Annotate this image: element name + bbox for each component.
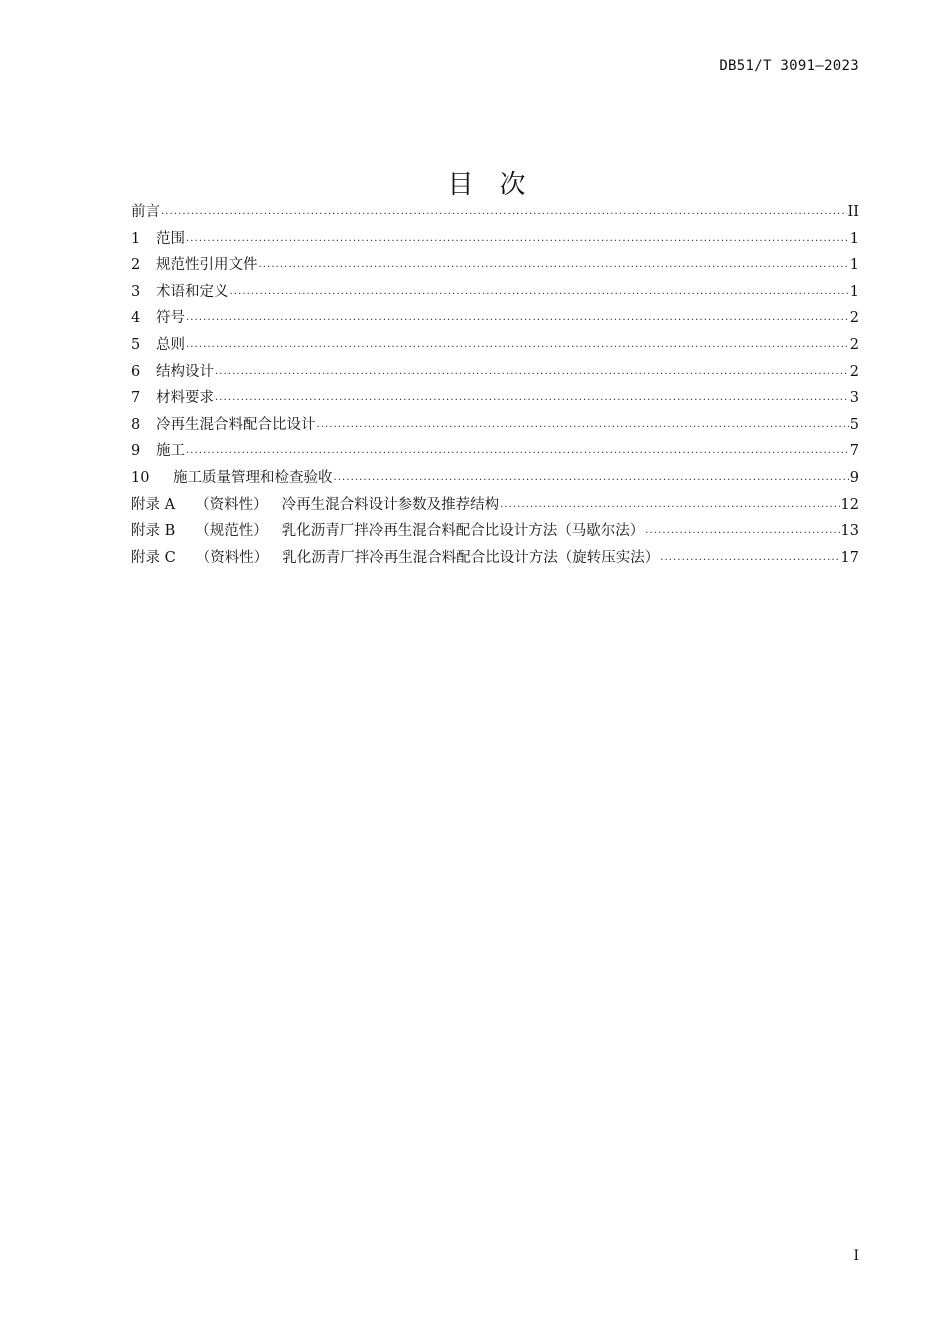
toc-entry-label: 前言 [131, 204, 160, 220]
toc-entry-page: 1 [849, 257, 859, 274]
toc-title-part2: 次 [499, 170, 528, 200]
dot-leader [215, 393, 849, 403]
dot-leader [660, 553, 839, 563]
toc-title-part1: 目 [447, 170, 476, 200]
toc-entry-page: 1 [849, 230, 859, 247]
toc-entry-number: 2 [131, 257, 141, 274]
toc-entry-page: 2 [849, 336, 859, 353]
toc-entry-number: 6 [131, 363, 141, 380]
toc-entry-page: 3 [849, 390, 859, 407]
dot-leader [186, 313, 849, 323]
toc-entry-number: 7 [131, 390, 141, 407]
toc-entry-label: 材料要求 [156, 390, 214, 407]
dot-leader [259, 260, 849, 270]
toc-entry-label: 总则 [156, 336, 185, 353]
toc-entry-3[interactable] [131, 279, 859, 306]
toc-entry-appendix-b[interactable] [131, 518, 859, 545]
dot-leader [186, 234, 849, 244]
toc-entry-label: 施工质量管理和检查验收 [173, 469, 333, 486]
toc-entry-page: 13 [840, 523, 859, 540]
toc-entry-page: 1 [849, 283, 859, 300]
toc-entry-label: 范围 [156, 230, 185, 247]
toc-entry-4[interactable] [131, 305, 859, 332]
appendix-prefix: 附录 C [131, 549, 176, 566]
appendix-type: （资料性） [195, 549, 269, 566]
toc-entry-label: 施工 [156, 443, 185, 460]
appendix-type: （规范性） [195, 523, 268, 540]
toc-entry-2[interactable] [131, 252, 859, 279]
toc-entry-number: 10 [131, 469, 150, 486]
page-number: I [853, 1248, 859, 1264]
toc-entry-page: 9 [849, 469, 859, 486]
toc-entry-page: 17 [840, 549, 859, 566]
toc-entry-page: 12 [840, 496, 859, 513]
toc-list [131, 199, 859, 571]
toc-entry-7[interactable] [131, 385, 859, 412]
toc-entry-number: 1 [131, 230, 141, 247]
toc-entry-page: 5 [849, 416, 859, 433]
toc-entry-page: II [847, 204, 859, 220]
toc-entry-1[interactable] [131, 226, 859, 253]
toc-entry-number: 8 [131, 416, 141, 433]
dot-leader [186, 446, 849, 456]
toc-entry-number: 4 [131, 310, 141, 327]
toc-entry-label: 乳化沥青厂拌冷再生混合料配合比设计方法（马歇尔法） [281, 523, 645, 540]
dot-leader [161, 207, 847, 217]
toc-entry-appendix-a[interactable] [131, 492, 859, 519]
dot-leader [230, 287, 849, 297]
dot-leader [186, 340, 849, 350]
dot-leader [334, 473, 849, 483]
toc-entry-5[interactable] [131, 332, 859, 359]
toc-entry-number: 9 [131, 443, 141, 460]
toc-entry-label: 结构设计 [156, 363, 214, 380]
appendix-prefix: 附录 B [131, 523, 176, 540]
toc-title [0, 164, 950, 201]
toc-entry-foreword[interactable] [131, 199, 859, 226]
toc-entry-page: 2 [849, 363, 859, 380]
toc-entry-page: 2 [849, 310, 859, 327]
toc-entry-6[interactable] [131, 359, 859, 386]
toc-entry-8[interactable] [131, 412, 859, 439]
toc-entry-label: 术语和定义 [156, 283, 229, 300]
appendix-prefix: 附录 A [131, 496, 176, 513]
dot-leader [500, 500, 839, 510]
appendix-type: （资料性） [195, 496, 268, 513]
toc-entry-label: 符号 [156, 310, 185, 327]
dot-leader [317, 420, 849, 430]
toc-entry-appendix-c[interactable] [131, 545, 859, 572]
toc-entry-10[interactable] [131, 465, 859, 492]
toc-entry-label: 规范性引用文件 [156, 257, 258, 274]
toc-entry-number: 5 [131, 336, 141, 353]
toc-entry-label: 冷再生混合料设计参数及推荐结构 [281, 496, 500, 513]
dot-leader [645, 526, 839, 536]
toc-entry-9[interactable] [131, 438, 859, 465]
toc-entry-label: 乳化沥青厂拌冷再生混合料配合比设计方法（旋转压实法） [282, 549, 660, 566]
toc-entry-label: 冷再生混合料配合比设计 [156, 416, 316, 433]
document-code: DB51/T 3091—2023 [719, 58, 859, 74]
toc-entry-number: 3 [131, 283, 141, 300]
toc-entry-page: 7 [849, 443, 859, 460]
dot-leader [215, 367, 849, 377]
